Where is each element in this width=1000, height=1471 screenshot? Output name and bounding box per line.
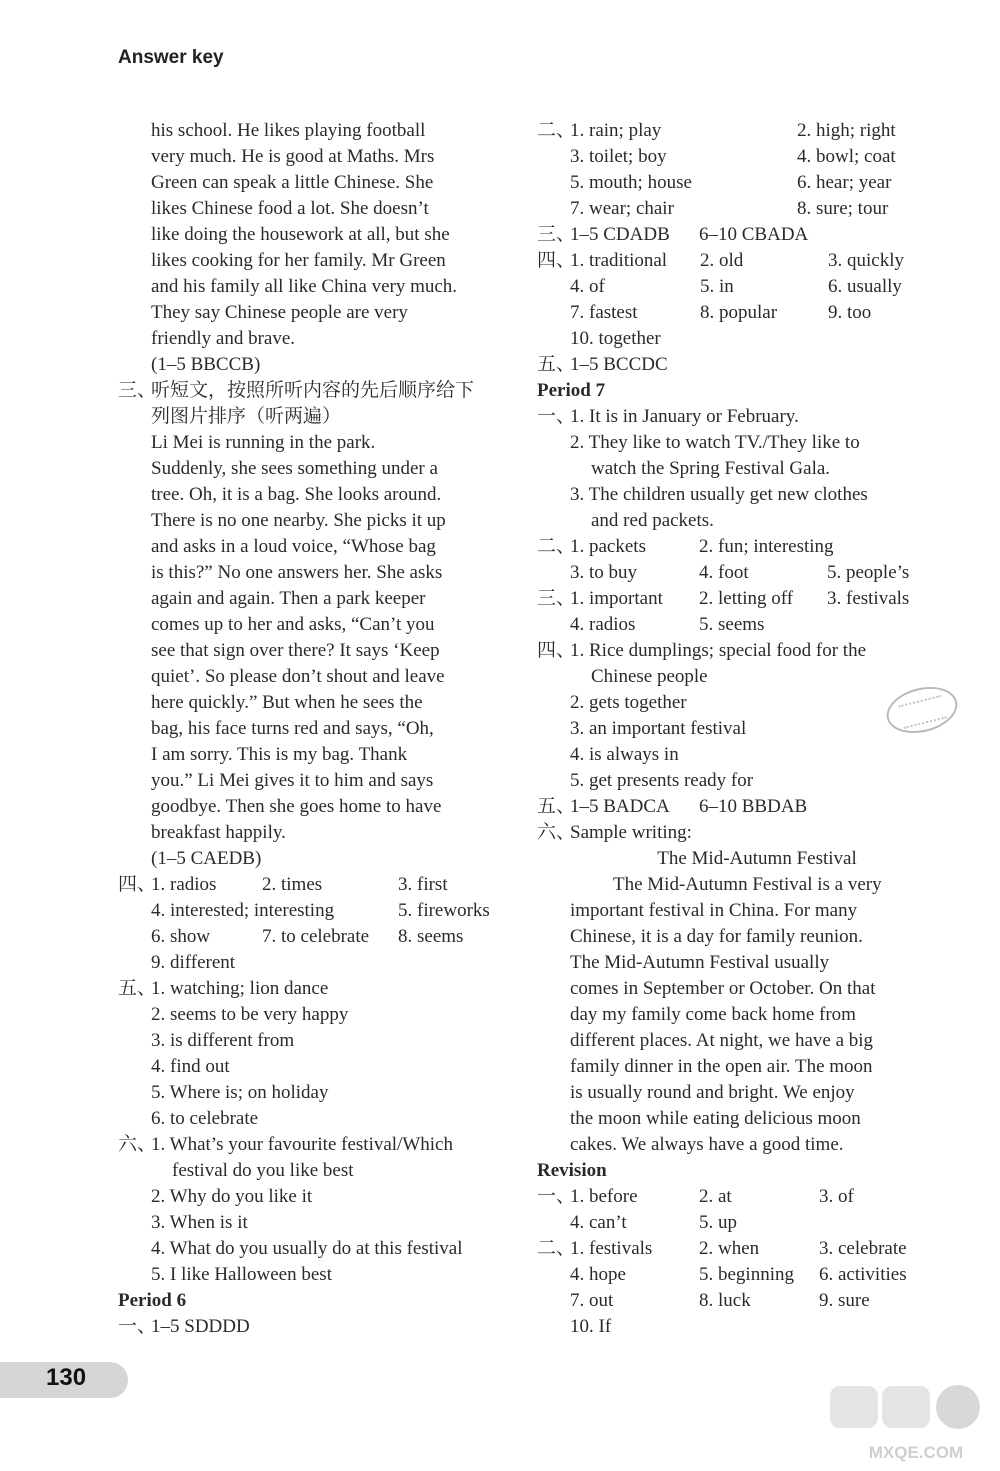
section-marker: 三、 [537,588,576,609]
answer-item: 2. They like to watch TV./They like to [570,432,860,453]
answer-line: (1–5 BBCCB) [151,354,261,375]
answer-row [537,794,937,820]
text-line: Suddenly, she sees something under a [151,458,438,479]
answer-item: 4. can’t [570,1212,627,1233]
answer-item: 5. in [700,276,734,297]
answer-row [537,118,937,144]
answer-item: 3. of [819,1186,854,1207]
watermark-logo [820,1380,995,1465]
answer-row [537,222,937,248]
answer-item: and red packets. [591,510,714,531]
answer-item: 4. What do you usually do at this festival [151,1238,463,1259]
period-heading: Period 6 [118,1290,187,1311]
right-column [537,118,937,1340]
text-line: comes up to her and asks, “Can’t you [151,614,435,635]
revision-heading: Revision [537,1160,607,1181]
answer-row [537,820,937,846]
section-marker: 二、 [537,1238,576,1259]
answer-item: 8. seems [398,926,464,947]
answer-item: 4. find out [151,1056,230,1077]
answer-item: 5. beginning [699,1264,794,1285]
answer-row [537,300,937,326]
answer-item: 4. interested; interesting [151,900,335,921]
answer-row [537,352,937,378]
text-line: goodbye. Then she goes home to have [151,796,442,817]
answer-item: 1–5 BCCDC [570,354,668,375]
answer-item: 9. too [828,302,872,323]
text-line: very much. He is good at Maths. Mrs [151,146,435,167]
answer-item: 3. to buy [570,562,638,583]
answer-item: 6–10 CBADA [699,224,809,245]
answer-item: 6. activities [819,1264,907,1285]
text-line: Li Mei is running in the park. [151,432,376,453]
section-marker: 四、 [537,250,576,271]
answer-item: 1. What’s your favourite festival/Which [151,1134,453,1155]
answer-row [537,534,937,560]
section-marker: 二、 [537,536,576,557]
section-title-text: 列图片排序（听两遍） [151,406,342,427]
answer-item: 3. When is it [151,1212,248,1233]
section-marker: 一、 [118,1316,157,1337]
text-line: They say Chinese people are very [151,302,408,323]
essay-line: comes in September or October. On that [570,978,876,999]
answer-item: 1. important [570,588,663,609]
essay-line: The Mid-Autumn Festival usually [570,952,830,973]
essay-line: The Mid-Autumn Festival is a very [613,874,882,895]
section-marker: 六、 [537,822,576,843]
text-line: bag, his face turns red and says, “Oh, [151,718,434,739]
answer-row [537,1236,937,1262]
answer-item: 4. bowl; coat [797,146,896,167]
answer-row [537,248,937,274]
answer-item: 5. I like Halloween best [151,1264,332,1285]
answer-row [537,586,937,612]
essay-line: different places. At night, we have a big [570,1030,874,1051]
answer-row [537,196,937,222]
section-title-text: 听短文，按照所听内容的先后顺序给下 [151,380,475,401]
text-line: here quickly.” But when he sees the [151,692,423,713]
text-line: likes Chinese food a lot. She doesn’t [151,198,429,219]
answer-item: 3. quickly [828,250,904,271]
answer-item: 1. It is in January or February. [570,406,799,427]
text-line: again and again. Then a park keeper [151,588,426,609]
answer-item: 3. an important festival [570,718,747,739]
answer-item: 5. get presents ready for [570,770,754,791]
answer-item: festival do you like best [172,1160,354,1181]
section-marker: 五、 [537,354,576,375]
text-line: and asks in a loud voice, “Whose bag [151,536,436,557]
answer-item: 8. sure; tour [797,198,889,219]
answer-item: 9. different [151,952,236,973]
answer-item: 5. Where is; on holiday [151,1082,329,1103]
answer-item: 4. is always in [570,744,679,765]
left-column [118,118,513,1340]
answer-item: 10. If [570,1316,612,1337]
text-line: see that sign over there? It says ‘Keep [151,640,440,661]
answer-item: 2. at [699,1186,732,1207]
answer-row [537,274,937,300]
section-title [118,378,513,404]
answer-row [118,898,513,924]
essay-line: family dinner in the open air. The moon [570,1056,873,1077]
answer-item: 7. wear; chair [570,198,674,219]
text-line: friendly and brave. [151,328,296,349]
answer-item: 8. popular [700,302,778,323]
section-marker: 三、 [537,224,576,245]
answer-item: 3. is different from [151,1030,295,1051]
answer-row [118,872,513,898]
answer-item: 7. to celebrate [262,926,370,947]
essay-line: Chinese, it is a day for family reunion. [570,926,863,947]
page-header: Answer key [118,47,224,68]
essay-line: cakes. We always have a good time. [570,1134,844,1155]
answer-row [537,1262,937,1288]
answer-item: 2. letting off [699,588,794,609]
answer-item: 2. when [699,1238,760,1259]
answer-item: 1. rain; play [570,120,662,141]
text-line: breakfast happily. [151,822,286,843]
answer-item: 3. celebrate [819,1238,907,1259]
answer-item: 5. up [699,1212,737,1233]
answer-row [537,1210,937,1236]
answer-item: 10. together [570,328,661,349]
answer-item: 2. high; right [797,120,896,141]
text-line: his school. He likes playing football [151,120,426,141]
answer-item: 1. radios [151,874,217,895]
answer-item: 1. festivals [570,1238,653,1259]
section-marker: 三、 [118,380,157,401]
answer-item: 1–5 BADCA [570,796,670,817]
answer-row [118,1314,513,1340]
essay-line: day my family come back home from [570,1004,856,1025]
answer-row [537,404,937,430]
answer-item: 5. people’s [827,562,910,583]
answer-item: 1. before [570,1186,638,1207]
answer-item: 4. of [570,276,605,297]
answer-row [537,612,937,638]
essay-line: the moon while eating delicious moon [570,1108,861,1129]
answer-row [537,560,937,586]
answer-item: 2. Why do you like it [151,1186,313,1207]
answer-item: Chinese people [591,666,708,687]
answer-item: 9. sure [819,1290,870,1311]
text-line: likes cooking for her family. Mr Green [151,250,446,271]
answer-item: 3. first [398,874,448,895]
answer-item: 1–5 CDADB [570,224,670,245]
answer-item: 6–10 BBDAB [699,796,808,817]
answer-item: 7. out [570,1290,614,1311]
answer-row [537,144,937,170]
answer-item: 2. times [262,874,323,895]
answer-item: 5. fireworks [398,900,490,921]
answer-item: 1. packets [570,536,646,557]
answer-item: 4. foot [699,562,749,583]
section-marker: 二、 [537,120,576,141]
answer-row [537,1184,937,1210]
answer-item: 8. luck [699,1290,751,1311]
answer-item: 6. usually [828,276,902,297]
answer-item: 4. radios [570,614,636,635]
answer-row [118,976,513,1002]
text-line: is this?” No one answers her. She asks [151,562,443,583]
answer-item: 1. watching; lion dance [151,978,329,999]
sample-writing-label: Sample writing: [570,822,692,843]
essay-line: important festival in China. For many [570,900,858,921]
section-marker: 六、 [118,1134,157,1155]
answer-item: 6. to celebrate [151,1108,259,1129]
text-line: There is no one nearby. She picks it up [151,510,446,531]
section-marker: 一、 [537,1186,576,1207]
text-line: you.” Li Mei gives it to him and says [151,770,434,791]
answer-item: 2. seems to be very happy [151,1004,349,1025]
answer-item: 7. fastest [570,302,638,323]
answer-row [537,170,937,196]
page-number: 130 [46,1364,87,1391]
text-line: I am sorry. This is my bag. Thank [151,744,408,765]
answer-item: 6. hear; year [797,172,892,193]
answer-item: 4. hope [570,1264,626,1285]
answer-row [537,1288,937,1314]
section-marker: 四、 [537,640,576,661]
period-heading: Period 7 [537,380,606,401]
text-line: quiet’. So please don’t shout and leave [151,666,445,687]
answer-row [118,1132,513,1158]
text-line: like doing the housework at all, but she [151,224,450,245]
text-line: tree. Oh, it is a bag. She looks around. [151,484,442,505]
answer-item: 1. Rice dumplings; special food for the [570,640,867,661]
text-line: Green can speak a little Chinese. She [151,172,434,193]
answer-row [537,638,937,664]
section-marker: 五、 [118,978,157,999]
answer-item: 3. toilet; boy [570,146,667,167]
answer-item: 2. gets together [570,692,687,713]
watermark-text: MXQE.COM [868,1443,964,1462]
section-marker: 四、 [118,874,157,895]
answer-item: 5. seems [699,614,765,635]
answer-item: 3. The children usually get new clothes [570,484,868,505]
answer-item: 1–5 SDDDD [151,1316,250,1337]
section-marker: 五、 [537,796,576,817]
answer-item: 3. festivals [827,588,910,609]
essay-line: is usually round and bright. We enjoy [570,1082,855,1103]
answer-item: 2. old [700,250,744,271]
text-line: and his family all like China very much. [151,276,458,297]
answer-line: (1–5 CAEDB) [151,848,262,869]
answer-item: watch the Spring Festival Gala. [591,458,831,479]
answer-row [118,924,513,950]
answer-item: 6. show [151,926,211,947]
section-marker: 一、 [537,406,576,427]
answer-item: 2. fun; interesting [699,536,834,557]
essay-title: The Mid-Autumn Festival [657,848,857,869]
answer-item: 5. mouth; house [570,172,692,193]
answer-item: 1. traditional [570,250,668,271]
